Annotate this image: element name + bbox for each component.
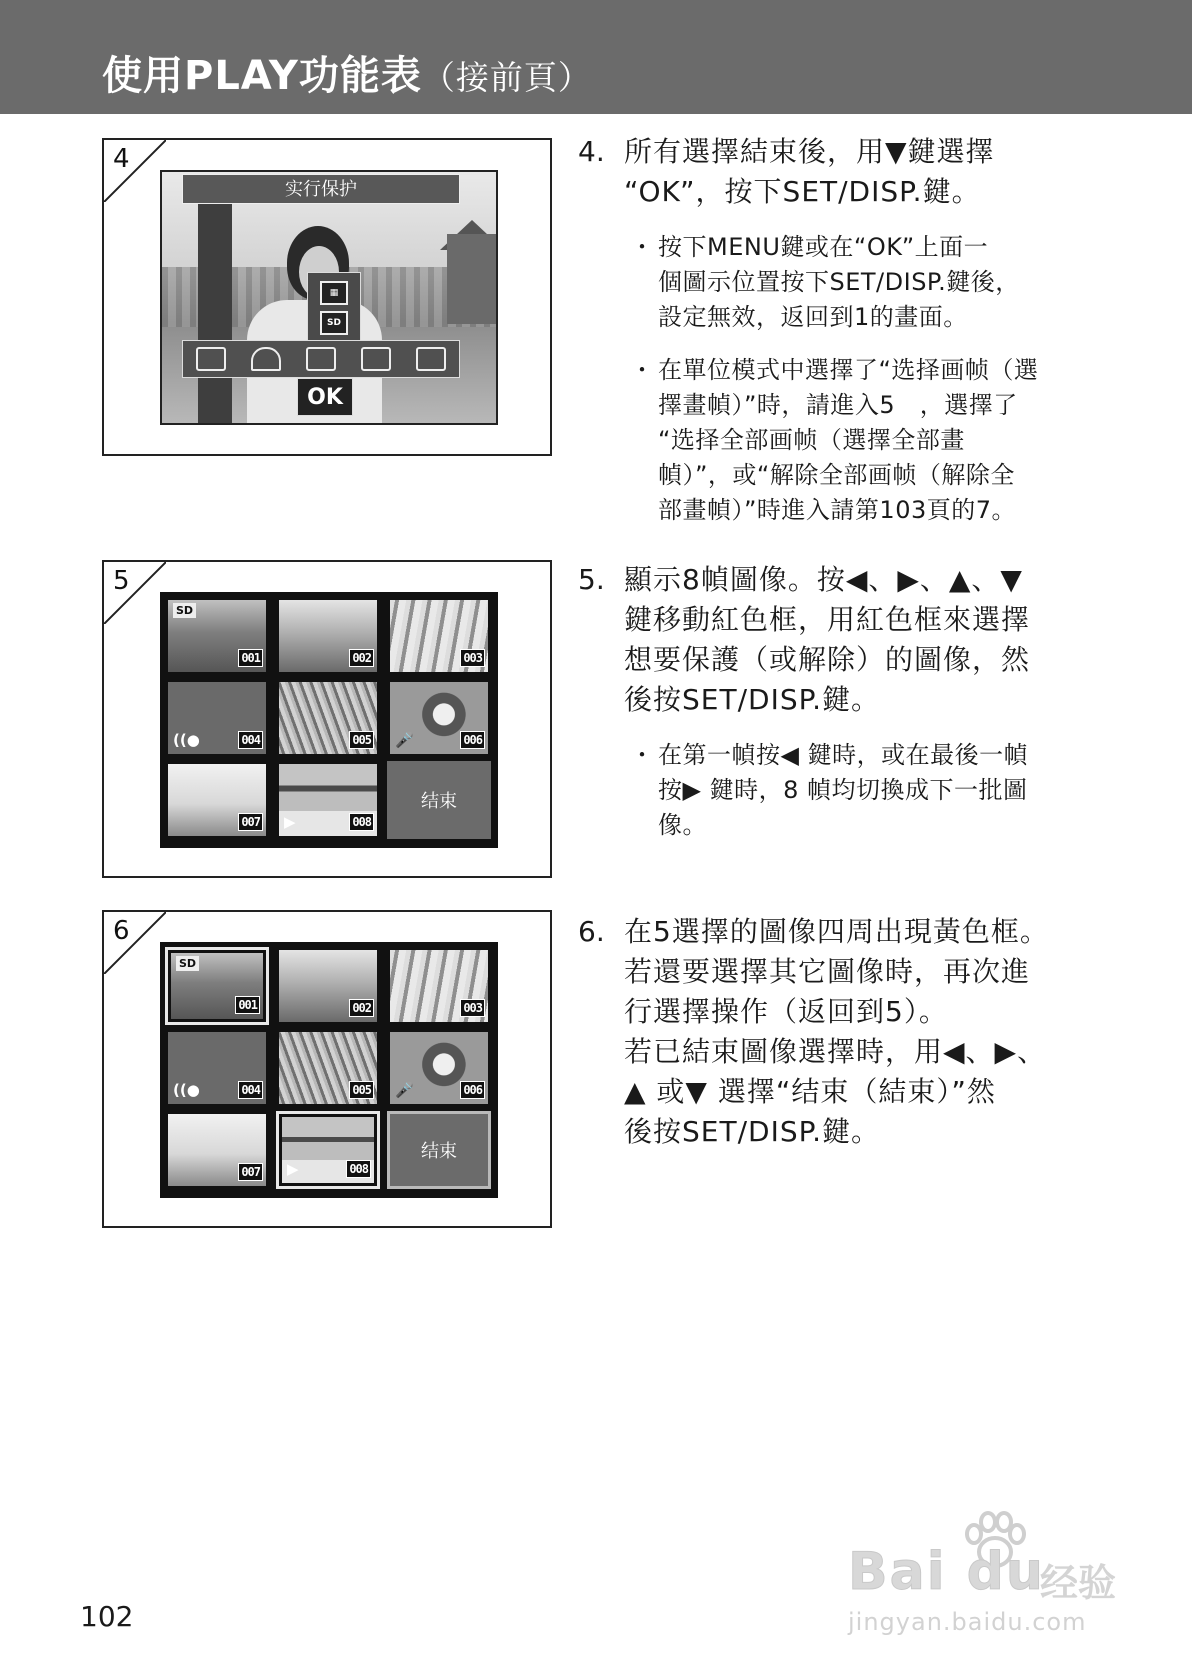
frame-number: 001 [235, 996, 260, 1014]
frame-number: 005 [349, 1081, 374, 1099]
frame-number: 006 [460, 1081, 485, 1099]
step-number: 5. [578, 563, 605, 596]
end-button[interactable] [387, 761, 491, 839]
movie-icon: ▶ [284, 813, 296, 831]
frame-number: 005 [349, 731, 374, 749]
thumbnail-grid [160, 592, 498, 848]
bullet: ・ [630, 356, 655, 384]
frame-number: 002 [349, 999, 374, 1017]
baidu-watermark [848, 1510, 1128, 1640]
step-5 [578, 560, 1090, 843]
menu-title: 实行保护 [182, 174, 460, 204]
frame-number: 003 [460, 649, 485, 667]
page-title: 使用PLAY功能表（接前頁） [102, 53, 592, 99]
audio-icon: ((● [173, 731, 200, 749]
frame-number: 008 [346, 1160, 371, 1178]
end-button[interactable] [387, 1111, 491, 1189]
tree-trunk [198, 202, 232, 425]
note: ・ 在單位模式中選擇了“选择画帧（選 擇畫幀）”時，請進入5 ，選擇了 “选择全部画帧（選擇全部畫 幀）”，或“解除全部画帧（解除全 部畫幀）”時進入請第103頁的7。 [624, 353, 1090, 528]
page-header [0, 0, 1192, 114]
frame-number: 007 [238, 1163, 263, 1181]
bullet: ・ [630, 741, 655, 769]
microphone-icon: 🎤 [395, 1081, 414, 1099]
ok-button[interactable]: OK [297, 378, 353, 416]
figure-number: 5 [113, 566, 130, 596]
menu-bar [182, 340, 460, 378]
thumbnail-selected[interactable] [276, 1111, 380, 1189]
sd-badge: SD [173, 603, 196, 618]
thumbnail[interactable] [276, 597, 380, 675]
watermark-logo: Bai du [848, 1542, 1045, 1602]
sd-card-icon[interactable]: SD [320, 311, 348, 335]
note: ・ 按下MENU鍵或在“OK”上面一 個圖示位置按下SET/DISP.鍵後， 設定無效，返回到1的畫面。 [624, 230, 1090, 335]
slideshow-icon[interactable] [196, 347, 226, 371]
step-number: 6. [578, 915, 605, 948]
protect-submenu [307, 272, 361, 344]
thumbnail[interactable] [165, 1029, 269, 1107]
end-label: 结束 [421, 791, 457, 812]
thumbnail[interactable] [165, 1111, 269, 1189]
frame-number: 002 [349, 649, 374, 667]
end-label: 结束 [421, 1141, 457, 1162]
thumbnail[interactable] [276, 679, 380, 757]
step-number: 4. [578, 135, 605, 168]
figure-number: 4 [113, 144, 130, 174]
thumbnail[interactable] [165, 761, 269, 839]
figure-5 [102, 560, 552, 878]
thumbnail-grid [160, 942, 498, 1198]
figure-6 [102, 910, 552, 1228]
frame-number: 007 [238, 813, 263, 831]
step-4 [578, 132, 1090, 528]
step-6 [578, 912, 1090, 1152]
thumbnail[interactable] [276, 761, 380, 839]
thumbnail[interactable] [165, 597, 269, 675]
figure-4 [102, 138, 552, 456]
watermark-cn: 经验 [1040, 1561, 1117, 1605]
watermark-url: jingyan.baidu.com [848, 1608, 1087, 1636]
camera-screen [160, 170, 498, 425]
sd-badge: SD [176, 956, 199, 971]
audio-icon: ((● [173, 1081, 200, 1099]
frame-number: 004 [238, 731, 263, 749]
thumbnail[interactable] [387, 947, 491, 1025]
house [447, 234, 497, 324]
microphone-icon: 🎤 [395, 731, 414, 749]
thumbnail[interactable] [387, 1029, 491, 1107]
frame-number: 006 [460, 731, 485, 749]
frame-number: 003 [460, 999, 485, 1017]
bullet: ・ [630, 233, 655, 261]
step-text: 在5選擇的圖像四周出現黃色框。 若還要選擇其它圖像時，再次進 行選擇操作（返回到5）。 若已結束圖像選擇時，用◀、▶、 ▲ 或▼ 選擇“结束（結束）”然 後按SET/DISP.鍵。 [624, 915, 1049, 1148]
thumbnail[interactable] [387, 679, 491, 757]
step-text: 顯示8幀圖像。按◀、▶、▲、▼ 鍵移動紅色框，用紅色框來選擇 想要保護（或解除）的圖像，然 後按SET/DISP.鍵。 [624, 563, 1031, 716]
frame-number: 001 [238, 649, 263, 667]
frame-number: 008 [349, 813, 374, 831]
page-number: 102 [80, 1600, 134, 1633]
key-icon[interactable] [306, 347, 336, 371]
thumbnail[interactable] [276, 1029, 380, 1107]
note: ・ 在第一幀按◀ 鍵時，或在最後一幀 按▶ 鍵時，8 幀均切換成下一批圖 像。 [624, 738, 1090, 843]
print-icon[interactable] [416, 347, 446, 371]
thumbnail[interactable] [387, 597, 491, 675]
thumbnail-selected[interactable] [165, 947, 269, 1025]
thumbnail[interactable] [165, 679, 269, 757]
copy-icon[interactable] [361, 347, 391, 371]
grid-icon[interactable]: ▦ [320, 281, 348, 305]
figure-number: 6 [113, 916, 130, 946]
movie-icon: ▶ [287, 1160, 299, 1178]
page-subtitle: （接前頁） [421, 58, 592, 97]
step-text: 所有選擇結束後，用▼鍵選擇 “OK”，按下SET/DISP.鍵。 [624, 135, 995, 208]
frame-number: 004 [238, 1081, 263, 1099]
rotate-icon[interactable] [251, 347, 281, 371]
thumbnail[interactable] [276, 947, 380, 1025]
